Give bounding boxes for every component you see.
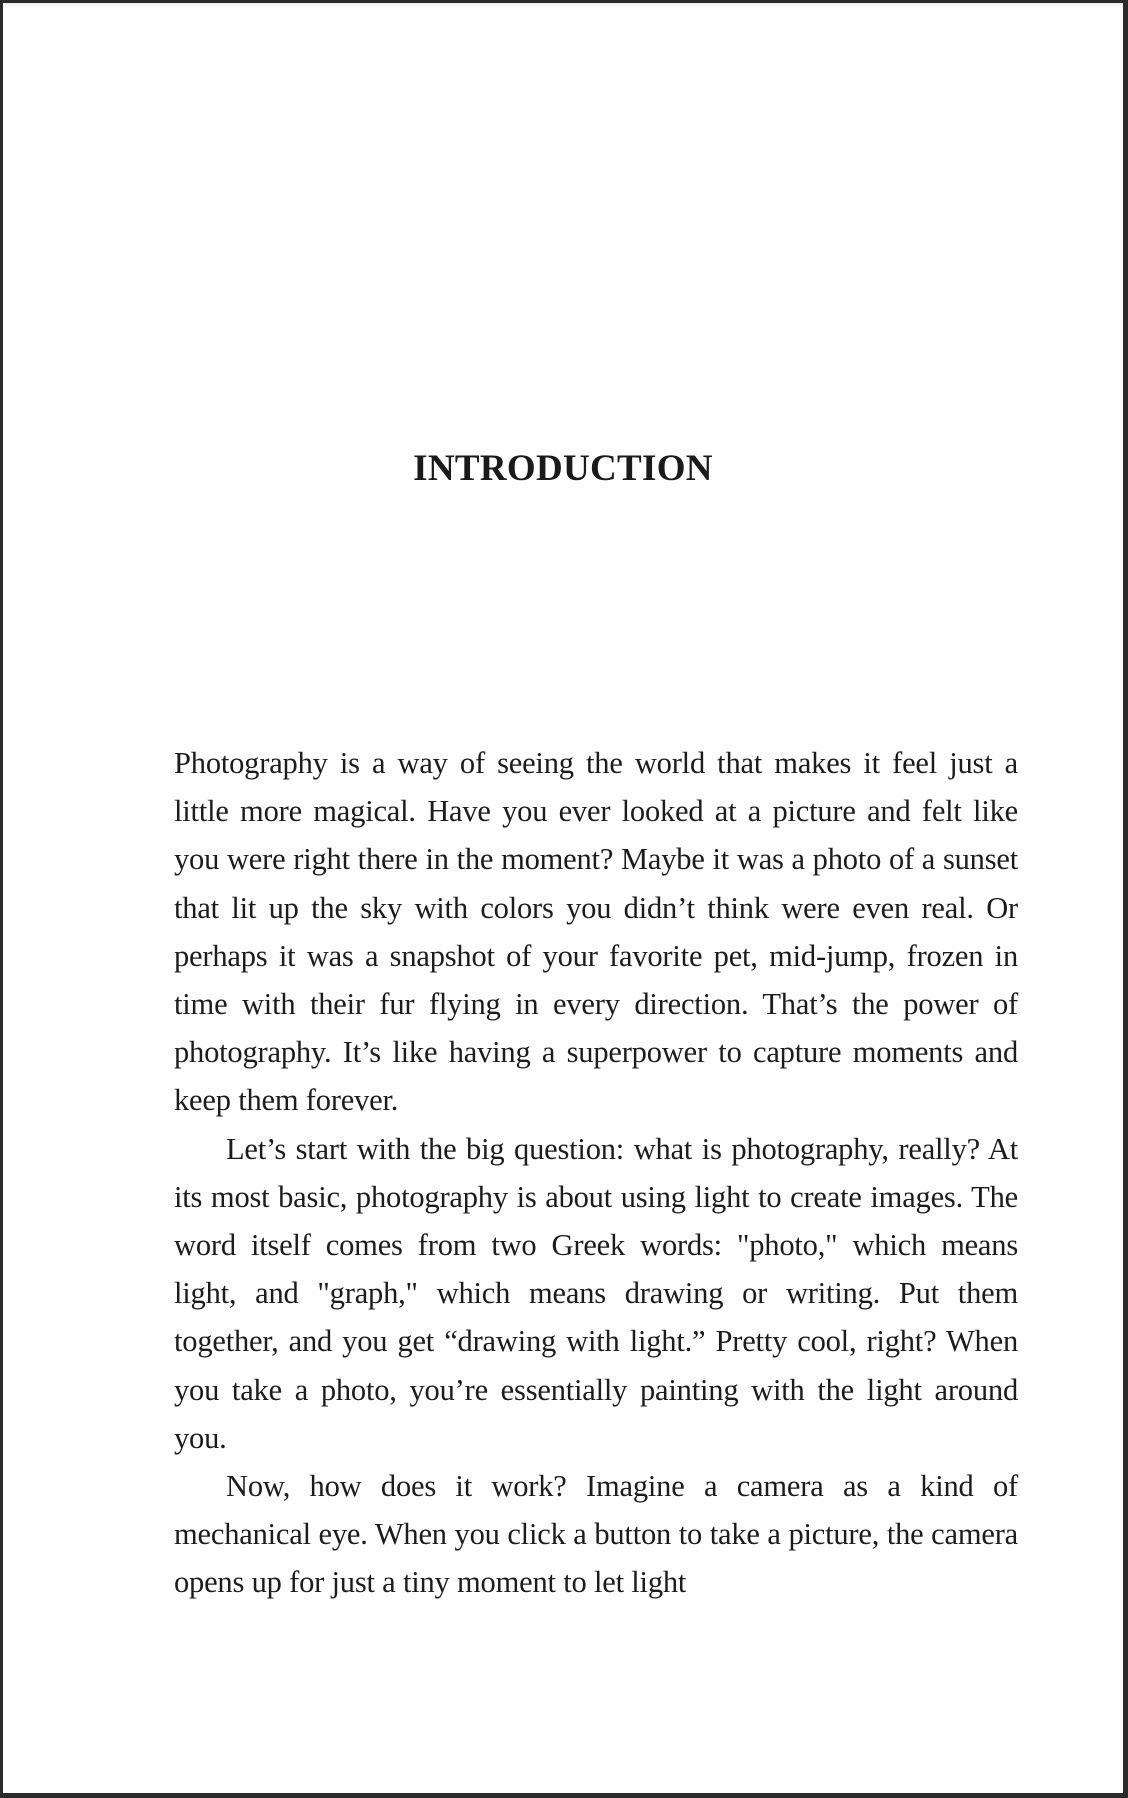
paragraph: Photography is a way of seeing the world that makes it feel just a little more magical. Have you ever looked at a picture and felt like you were right there in the moment? Maybe it was a photo of a sunset that lit up the sky with colors you didn’t think were even real. Or perhaps it was a snapshot of your favorite pet, mid-jump, frozen in time with their fur flying in every direction. That’s the power of photography. It’s like having a superpower to capture moments and keep them forever. (174, 746, 1018, 1118)
chapter-title: INTRODUCTION (413, 448, 713, 489)
chapter-body (174, 739, 1018, 1607)
book-page (3, 3, 1123, 1793)
paragraph: Let’s start with the big question: what is photography, really? At its most basic, photography is about using light to create images. The word itself comes from two Greek words: "photo," which means light, and "graph," which means drawing or writing. Put them together, and you get “drawing with light.” Pretty cool, right? When you take a photo, you’re essentially painting with the light around you. (174, 1131, 1018, 1455)
paragraph: Now, how does it work? Imagine a camera as a kind of mechanical eye. When you click a button to take a picture, the camera opens up for just a tiny moment to let light (174, 1469, 1018, 1600)
